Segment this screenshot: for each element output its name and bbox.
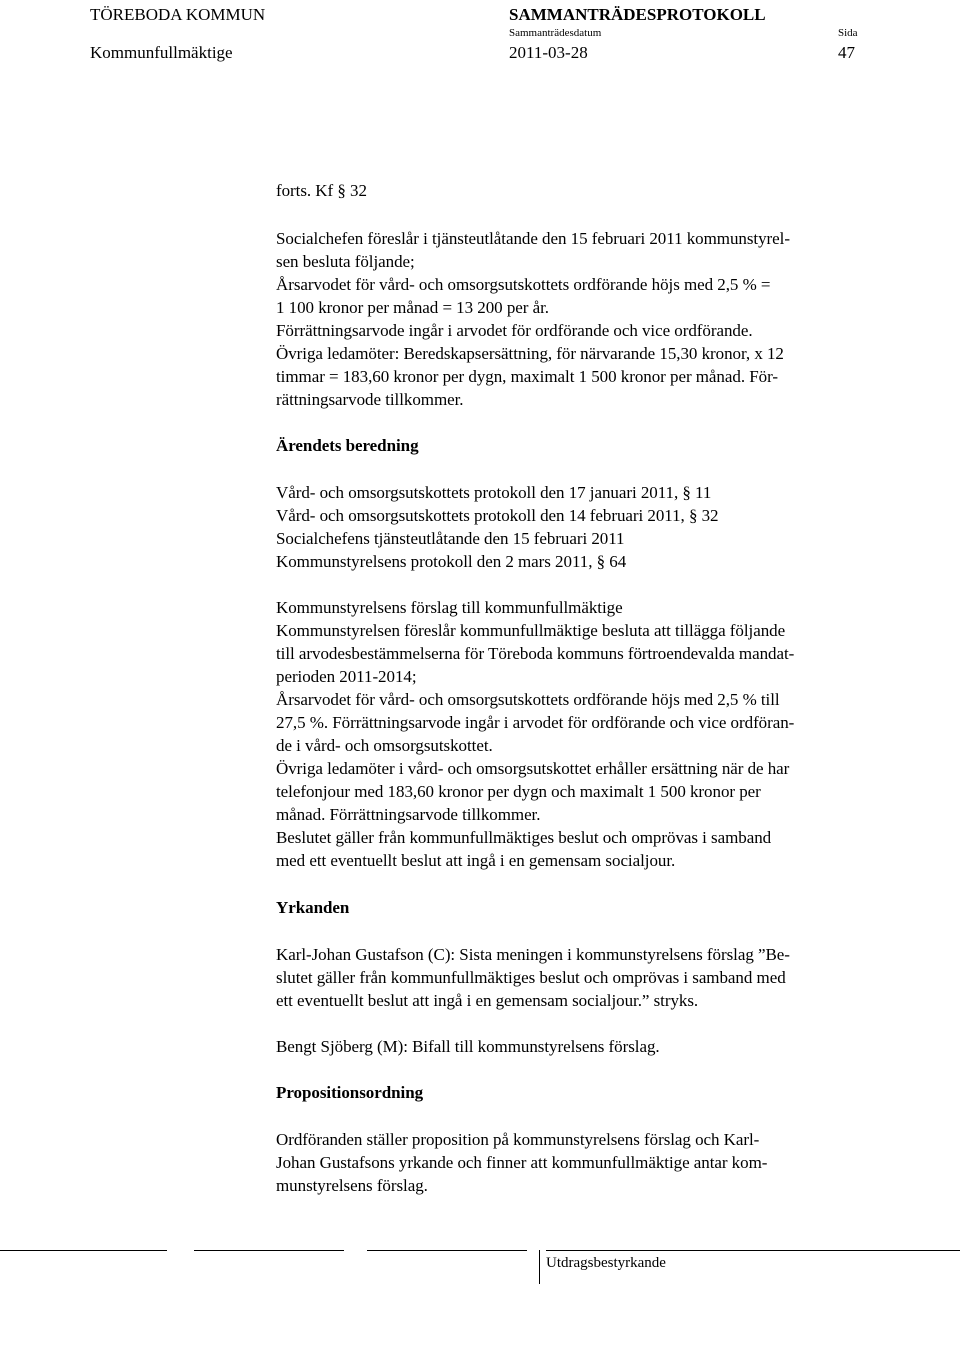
forslag-line: Övriga ledamöter i vård- och omsorgsutskottet erhåller ersättning när de har [276,759,790,778]
signature-line [194,1250,344,1251]
forslag-line: Beslutet gäller från kommunfullmäktiges beslut och omprövas i samband [276,828,772,847]
page-number: 47 [838,43,855,62]
intro-line: 1 100 kronor per månad = 13 200 per år. [276,298,549,317]
forslag-line: perioden 2011-2014; [276,667,417,686]
signature-line [367,1250,527,1251]
proposition-heading: Propositionsordning [276,1083,424,1102]
beredning-line: Socialchefens tjänsteutlåtande den 15 februari 2011 [276,529,625,548]
forslag-line: månad. Förrättningsarvode tillkommer. [276,805,541,824]
yrkande-line: ett eventuellt beslut att ingå i en gemensam socialjour.” stryks. [276,991,699,1010]
forslag-line: Årsarvodet för vård- och omsorgsutskottets ordförande höjs med 2,5 % till [276,690,780,709]
forslag-line: de i vård- och omsorgsutskottet. [276,736,493,755]
forslag-line: telefonjour med 183,60 kronor per dygn och maximalt 1 500 kronor per [276,782,761,801]
section-continuation: forts. Kf § 32 [276,181,367,200]
intro-line: Övriga ledamöter: Beredskapsersättning, för närvarande 15,30 kronor, x 12 [276,344,784,363]
forslag-line: Kommunstyrelsen föreslår kommunfullmäktige besluta att tillägga följande [276,621,786,640]
intro-line: rättningsarvode tillkommer. [276,390,464,409]
intro-line: Socialchefen föreslår i tjänsteutlåtande den 15 februari 2011 kommunstyrel- [276,229,790,248]
intro-line: Årsarvodet för vård- och omsorgsutskottets ordförande höjs med 2,5 % = [276,275,771,294]
proposition-line: Ordföranden ställer proposition på kommunstyrelsens förslag och Karl- [276,1130,760,1149]
body-name: Kommunfullmäktige [90,43,233,62]
page-label: Sida [838,27,858,39]
yrkande-line: Bengt Sjöberg (M): Bifall till kommunstyrelsens förslag. [276,1037,660,1056]
forslag-line: till arvodesbestämmelserna för Töreboda kommuns förtroendevalda mandat- [276,644,795,663]
extract-divider [539,1250,540,1284]
date-label: Sammanträdesdatum [509,27,602,39]
signature-line [0,1250,167,1251]
forslag-line: Kommunstyrelsens förslag till kommunfullmäktige [276,598,623,617]
proposition-line: Johan Gustafsons yrkande och finner att kommunfullmäktige antar kom- [276,1153,768,1172]
yrkande-line: Karl-Johan Gustafson (C): Sista meningen i kommunstyrelsens förslag ”Be- [276,945,790,964]
forslag-line: 27,5 %. Förrättningsarvode ingår i arvodet för ordförande och vice ordföran- [276,713,795,732]
municipality-name: TÖREBODA KOMMUN [90,5,266,24]
beredning-line: Vård- och omsorgsutskottets protokoll den 14 februari 2011, § 32 [276,506,719,525]
beredning-heading: Ärendets beredning [276,436,419,455]
proposition-line: munstyrelsens förslag. [276,1176,428,1195]
yrkanden-heading: Yrkanden [276,898,350,917]
beredning-line: Vård- och omsorgsutskottets protokoll den 17 januari 2011, § 11 [276,483,712,502]
beredning-line: Kommunstyrelsens protokoll den 2 mars 2011, § 64 [276,552,627,571]
extract-line [546,1250,960,1251]
extract-label: Utdragsbestyrkande [546,1255,666,1271]
intro-line: sen besluta följande; [276,252,415,271]
intro-line: timmar = 183,60 kronor per dygn, maximalt 1 500 kronor per månad. För- [276,367,778,386]
document-type: SAMMANTRÄDESPROTOKOLL [509,5,766,24]
yrkande-line: slutet gäller från kommunfullmäktiges beslut och omprövas i samband med [276,968,786,987]
intro-line: Förrättningsarvode ingår i arvodet för ordförande och vice ordförande. [276,321,753,340]
forslag-line: med ett eventuellt beslut att ingå i en gemensam socialjour. [276,851,676,870]
meeting-date: 2011-03-28 [509,43,588,62]
